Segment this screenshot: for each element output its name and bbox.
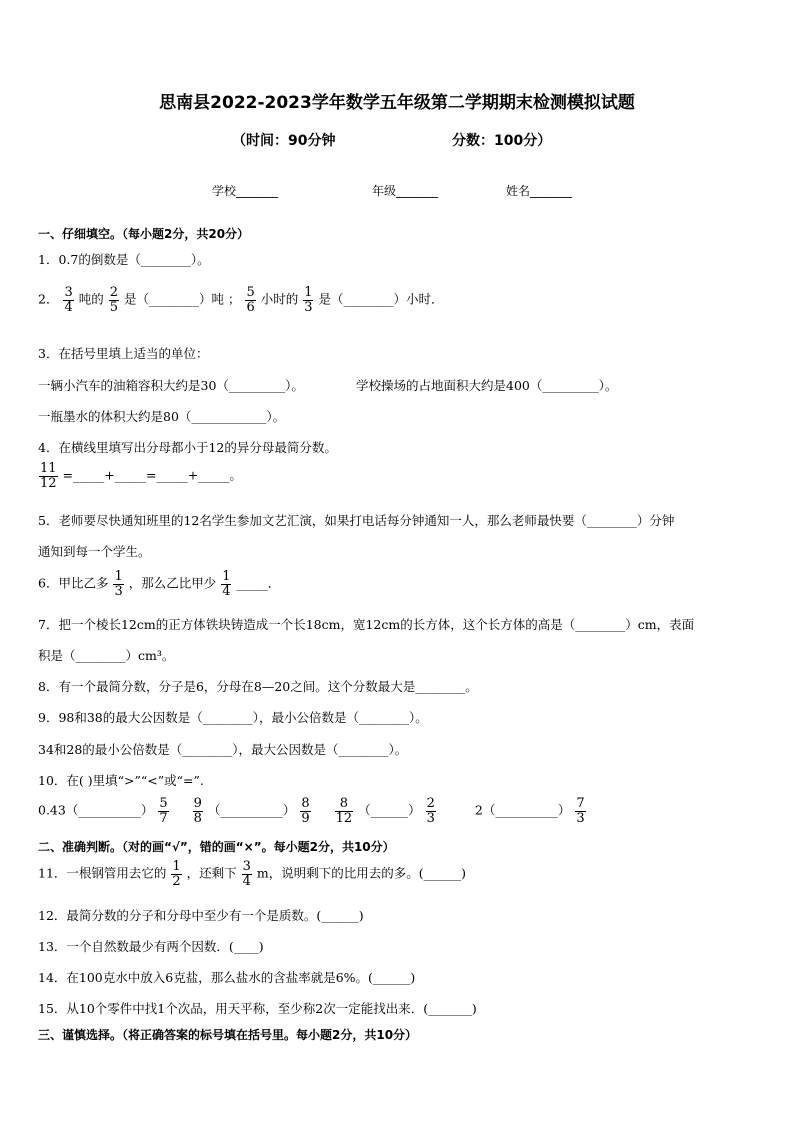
q11-text-c: m，说明剩下的比用去的多。(______) [256,865,467,881]
q6-text-b: ，那么乙比甲少 [128,575,217,591]
fraction: $\frac{8}{12}$ [335,796,353,826]
question-3c: 一瓶墨水的体积大约是80（____________）。 [38,409,286,424]
question-14: 14．在100克水中放入6克盐，那么盐水的含盐率就是6%。(______) [38,970,416,985]
q2-text-a: 2． [38,291,59,307]
question-1: 1．0.7的倒数是（________）。 [38,252,210,267]
question-8: 8．有一个最简分数，分子是6，分母在8—20之间。这个分数最大是________。 [38,679,478,694]
total-score: 分数：100分） [452,133,552,149]
school-field: 学校_______ [212,184,279,198]
q6-text-c: _____． [236,575,281,591]
question-9-cont: 34和28的最小公倍数是（________），最大公因数是（________）。 [38,742,408,757]
q10-compare-4: 2（__________） [474,802,571,818]
q6-text-a: 6．甲比乙多 [38,575,109,591]
question-2 [38,286,443,314]
fraction: $\frac{8}{9}$ [301,796,310,826]
question-9: 9．98和38的最大公因数是（________），最小公倍数是（________）。 [38,710,428,725]
question-7-cont: 积是（________）cm³。 [38,648,175,663]
grade-field: 年级_______ [372,184,439,198]
fraction: $\frac{9}{8}$ [193,796,202,826]
question-13: 13．一个自然数最少有两个因数．(____) [38,939,264,954]
question-5: 5．老师要尽快通知班里的12名学生参加文艺汇演，如果打电话每分钟通知一人，那么老师最快要（________）分钟 [38,513,675,528]
time-limit: （时间：90分钟 [232,133,336,149]
question-4-equation [38,462,242,490]
section-heading-judge: 二、准确判断。（对的画“√”，错的画“×”。每小题2分，共10分） [38,840,395,854]
q4-blanks: =_____+_____=_____+_____。 [62,467,242,483]
question-10-comparisons [38,797,587,825]
section-heading-fill: 一、仔细填空。（每小题2分，共20分） [38,227,250,241]
fraction: $\frac{1}{3}$ [304,285,313,315]
question-4: 4．在横线里填写出分母都小于12的异分母最简分数。 [38,440,337,455]
question-3b: 学校操场的占地面积大约是400（_________）。 [356,378,618,393]
q11-text-a: 11．一根钢管用去它的 [38,865,167,881]
question-6 [38,570,280,598]
fraction: $\frac{2}{5}$ [109,285,118,315]
question-15: 15．从10个零件中找1个次品，用天平称，至少称2次一定能找出来．(_______) [38,1001,477,1016]
fraction: $\frac{11}{12}$ [40,461,57,491]
q10-compare-3: （______） [358,802,421,818]
fraction: $\frac{2}{3}$ [426,796,435,826]
question-3: 3．在括号里填上适当的单位： [38,346,209,361]
section-heading-choice: 三、谨慎选择。（将正确答案的标号填在括号里。每小题2分，共10分） [38,1028,418,1042]
question-11 [38,860,466,888]
question-10: 10．在( )里填“>”“<”或“=”. [38,773,204,788]
fraction: $\frac{5}{6}$ [246,285,255,315]
q11-text-b: ，还剩下 [186,865,237,881]
question-12: 12．最简分数的分子和分母中至少有一个是质数。(______) [38,908,364,923]
q2-text-b: 吨的 [78,291,104,307]
fraction: $\frac{1}{3}$ [114,569,123,599]
fraction: $\frac{5}{7}$ [159,796,168,826]
q2-text-c: 是（________）吨 ； [123,291,241,307]
q10-compare-1: 0.43（__________） [38,802,154,818]
question-7: 7．把一个棱长12cm的正方体铁块铸造成一个长18cm，宽12cm的长方体，这个长方体的高是（________）cm，表面 [38,617,695,632]
name-field: 姓名_______ [506,184,573,198]
fraction: $\frac{3}{4}$ [64,285,73,315]
q2-text-d: 小时的 [260,291,299,307]
fraction: $\frac{1}{4}$ [222,569,231,599]
page-title: 思南县2022-2023学年数学五年级第二学期期末检测模拟试题 [159,93,635,113]
fraction: $\frac{3}{4}$ [242,859,251,889]
question-3a: 一辆小汽车的油箱容积大约是30（_________）。 [38,378,304,393]
q10-compare-2: （__________） [207,802,296,818]
question-5-cont: 通知到每一个学生。 [38,544,151,559]
fraction: $\frac{7}{3}$ [576,796,585,826]
q2-text-e: 是（________）小时． [318,291,444,307]
fraction: $\frac{1}{2}$ [172,859,181,889]
